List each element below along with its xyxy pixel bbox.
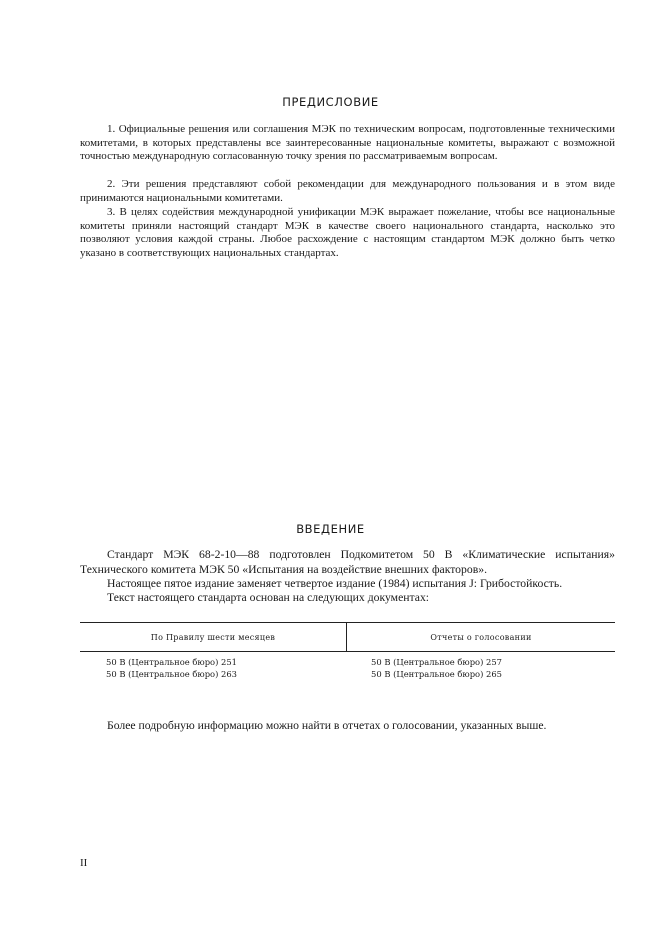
table-header-rule	[80, 651, 615, 652]
introduction-closing: Более подробную информацию можно найти в отчетах о голосовании, указанных выше.	[107, 719, 547, 732]
introduction-paragraph-1: Стандарт МЭК 68-2-10—88 подготовлен Подкомитетом 50 В «Климатические испытания» Технического комитета МЭК 50 «Испытания на воздействие внешних факторов».	[80, 548, 615, 576]
introduction-title: ВВЕДЕНИЕ	[296, 522, 365, 536]
introduction-paragraph-2: Настоящее пятое издание заменяет четвертое издание (1984) испытания J: Грибостойкость.	[107, 577, 563, 590]
preface-paragraph-3: 3. В целях содействия международной унификации МЭК выражает пожелание, чтобы все национальные комитеты приняли настоящий стандарт МЭК в качестве своего национального стандарта, насколько это позволяют условия каждой страны. Любое расхождение с настоящим стандартом МЭК должно быть четко указано в соответствующих национальных стандартах.	[80, 206, 615, 260]
preface-title: ПРЕДИСЛОВИЕ	[282, 95, 379, 109]
page-number: II	[80, 857, 88, 869]
table-cell-row2-col2: 50 В (Центральное бюро) 265	[371, 669, 503, 679]
table-cell-row1-col1: 50 В (Центральное бюро) 251	[106, 657, 238, 667]
table-cell-row2-col1: 50 В (Центральное бюро) 263	[106, 669, 238, 679]
table-header-voting-reports: Отчеты о голосовании	[430, 633, 532, 642]
preface-paragraph-2: 2. Эти решения представляют собой рекомендации для международного пользования и в этом виде принимаются национальными комитетами.	[80, 178, 615, 204]
table-header-six-months-rule: По Правилу шести месяцев	[150, 633, 276, 642]
introduction-paragraph-3: Текст настоящего стандарта основан на следующих документах:	[107, 591, 430, 604]
documents-table	[80, 622, 615, 686]
table-cell-row1-col2: 50 В (Центральное бюро) 257	[371, 657, 503, 667]
preface-paragraph-1: 1. Официальные решения или соглашения МЭК по техническим вопросам, подготовленные техническими комитетами, в которых представлены все заинтересованные национальные комитеты, выражают с возможной точностью международную согласованную точку зрения по рассматриваемым вопросам.	[80, 123, 615, 163]
table-top-rule	[80, 622, 615, 623]
